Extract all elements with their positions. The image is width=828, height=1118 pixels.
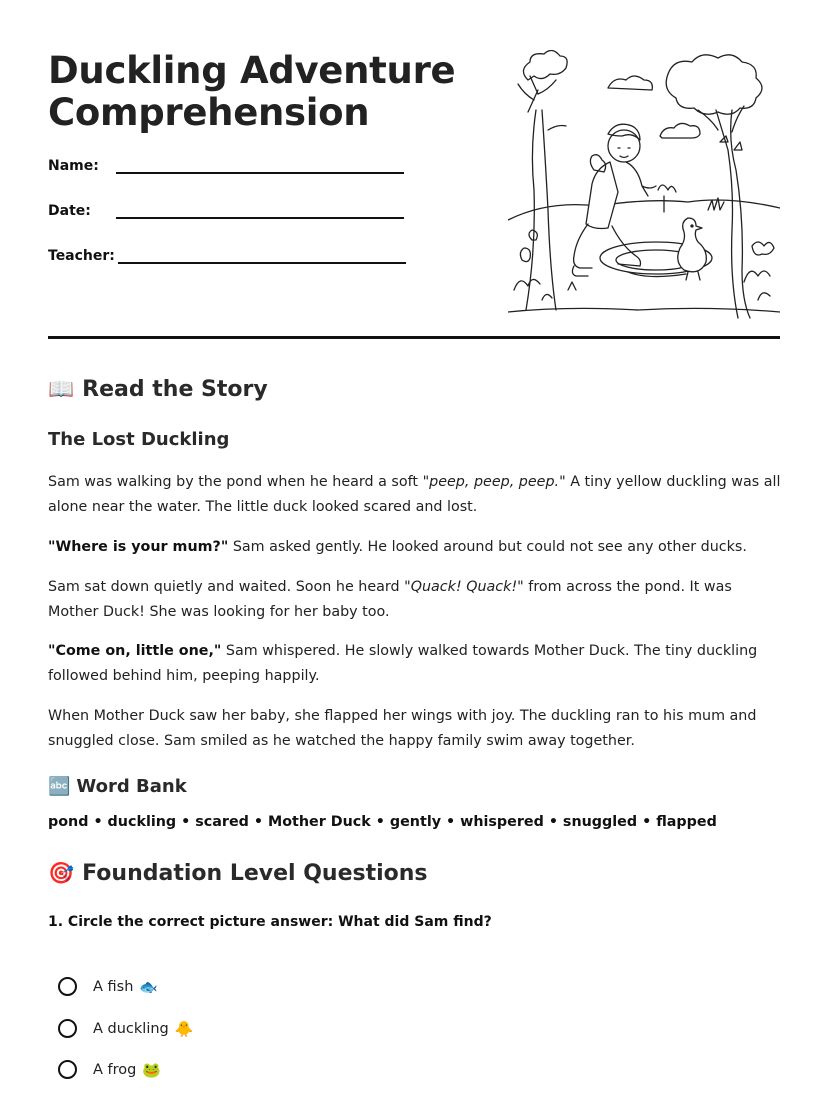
duckling-icon: 🐥 <box>174 1019 194 1038</box>
story-paragraph-2 <box>48 535 783 560</box>
fish-icon: 🐟 <box>139 977 159 996</box>
date-line[interactable] <box>116 217 404 219</box>
answer-label: A fish <box>93 978 134 995</box>
story-paragraph-3 <box>48 575 783 625</box>
word-bank-heading-text: Word Bank <box>76 776 187 797</box>
p2-dialogue: "Where is your mum?" <box>48 539 229 555</box>
date-field[interactable] <box>48 203 404 219</box>
answer-option-frog[interactable] <box>58 1060 161 1079</box>
story-title <box>48 429 229 450</box>
story-paragraph-5 <box>48 704 783 754</box>
answer-label: A frog <box>93 1061 137 1078</box>
name-field[interactable] <box>48 158 404 174</box>
p4-dialogue: "Come on, little one," <box>48 643 222 659</box>
worksheet-title <box>48 50 488 134</box>
boy-and-duckling-illustration <box>508 50 780 320</box>
name-label: Name: <box>48 158 99 174</box>
question-1: 1. Circle the correct picture answer: What did Sam find? <box>48 914 492 930</box>
answer-label: A duckling <box>93 1020 169 1037</box>
answer-circle[interactable] <box>58 1060 77 1079</box>
story-paragraph-1 <box>48 470 783 520</box>
header-divider <box>48 336 780 339</box>
p1-text-b: A tiny yellow duckling was all alone near the water. The little duck looked scared and lost. <box>48 474 781 515</box>
answer-option-fish[interactable] <box>58 977 158 996</box>
p1-text-a: Sam was walking by the pond when he heard a soft <box>48 474 423 490</box>
answer-option-duckling[interactable] <box>58 1019 193 1038</box>
teacher-field[interactable] <box>48 248 406 264</box>
p1-quote: "peep, peep, peep." <box>422 474 566 490</box>
p3-quote: "Quack! Quack!" <box>404 579 524 595</box>
p2-text: Sam asked gently. He looked around but could not see any other ducks. <box>228 539 747 555</box>
read-story-heading <box>48 377 268 402</box>
questions-heading-text: Foundation Level Questions <box>82 861 428 886</box>
p3-text-b: from across the pond. It was Mother Duck! She was looking for her baby too. <box>48 579 732 620</box>
read-story-heading-text: Read the Story <box>82 377 268 402</box>
story-title-text: The Lost Duckling <box>48 429 230 450</box>
name-line[interactable] <box>116 172 404 174</box>
title-line-1: Duckling Adventure <box>48 49 456 92</box>
story-paragraph-4 <box>48 639 783 689</box>
target-icon: 🎯 <box>48 861 75 885</box>
word-bank-list: pond • duckling • scared • Mother Duck • gently • whispered • snuggled • flapped <box>48 814 717 830</box>
frog-icon: 🐸 <box>142 1060 162 1079</box>
teacher-label: Teacher: <box>48 248 115 264</box>
answer-circle[interactable] <box>58 977 77 996</box>
p4-text: Sam whispered. He slowly walked towards Mother Duck. The tiny duckling followed behind him, peeping happily. <box>48 643 758 684</box>
questions-heading <box>48 861 428 886</box>
answer-circle[interactable] <box>58 1019 77 1038</box>
date-label: Date: <box>48 203 91 219</box>
word-bank-heading <box>48 776 187 797</box>
open-book-icon: 📖 <box>48 377 75 401</box>
teacher-line[interactable] <box>118 262 406 264</box>
p5-text: When Mother Duck saw her baby, she flapped her wings with joy. The duckling ran to his mum and snuggled close. Sam smiled as he watched the happy family swim away together. <box>48 708 757 749</box>
title-line-2: Comprehension <box>48 91 370 134</box>
p3-text-a: Sam sat down quietly and waited. Soon he heard <box>48 579 405 595</box>
abc-icon: 🔤 <box>48 776 71 797</box>
